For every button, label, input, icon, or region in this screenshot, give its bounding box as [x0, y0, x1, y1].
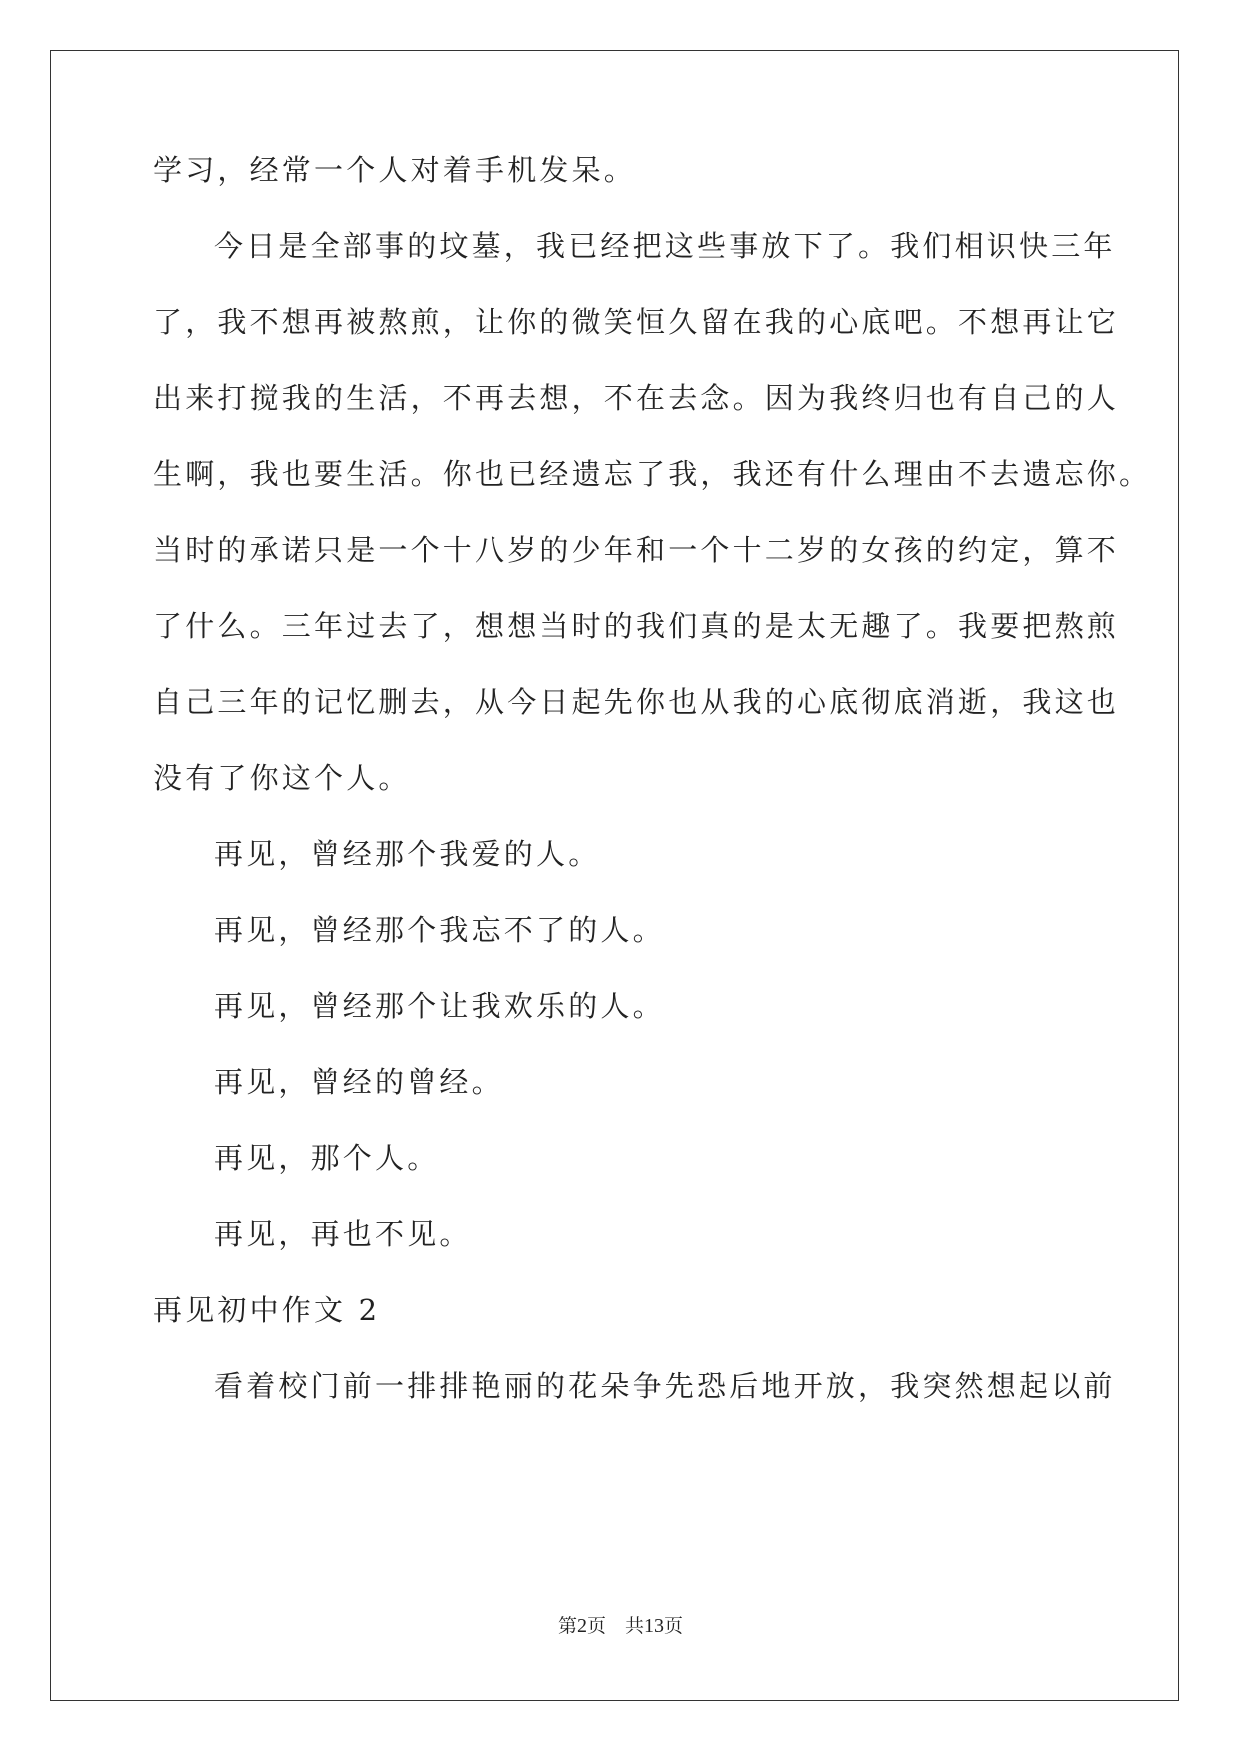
- section-heading: 再见初中作文 2: [153, 1293, 381, 1327]
- footer-prefix: 第: [557, 1615, 577, 1637]
- footer-middle: 页 共: [586, 1615, 644, 1637]
- paragraph-line: 当时的承诺只是一个十八岁的少年和一个十二岁的女孩的约定，算不: [153, 533, 1120, 567]
- footer-total-pages: 13: [644, 1615, 664, 1637]
- paragraph-line: 再见，再也不见。: [214, 1217, 472, 1251]
- paragraph-line: 没有了你这个人。: [153, 761, 411, 795]
- paragraph-line: 了什么。三年过去了，想想当时的我们真的是太无趣了。我要把熬煎: [153, 609, 1120, 643]
- paragraph-line: 再见，曾经那个我忘不了的人。: [214, 913, 665, 947]
- footer-suffix: 页: [664, 1615, 684, 1637]
- paragraph-line: 看着校门前一排排艳丽的花朵争先恐后地开放，我突然想起以前: [214, 1369, 1116, 1403]
- paragraph-line: 今日是全部事的坟墓，我已经把这些事放下了。我们相识快三年: [214, 229, 1116, 263]
- page-footer: [0, 1614, 1241, 1638]
- paragraph-line: 再见，曾经那个让我欢乐的人。: [214, 989, 665, 1023]
- footer-page-number: 2: [576, 1615, 587, 1637]
- page-border: [50, 50, 1179, 1701]
- paragraph-line: 生啊，我也要生活。你也已经遗忘了我，我还有什么理由不去遗忘你。: [153, 457, 1152, 491]
- paragraph-line: 再见，曾经那个我爱的人。: [214, 837, 601, 871]
- paragraph-line: 了，我不想再被熬煎，让你的微笑恒久留在我的心底吧。不想再让它: [153, 305, 1120, 339]
- paragraph-line: 学习，经常一个人对着手机发呆。: [153, 153, 637, 187]
- paragraph-line: 自己三年的记忆删去，从今日起先你也从我的心底彻底消逝，我这也: [153, 685, 1120, 719]
- paragraph-line: 出来打搅我的生活，不再去想，不在去念。因为我终归也有自己的人: [153, 381, 1120, 415]
- paragraph-line: 再见，那个人。: [214, 1141, 440, 1175]
- paragraph-line: 再见，曾经的曾经。: [214, 1065, 504, 1099]
